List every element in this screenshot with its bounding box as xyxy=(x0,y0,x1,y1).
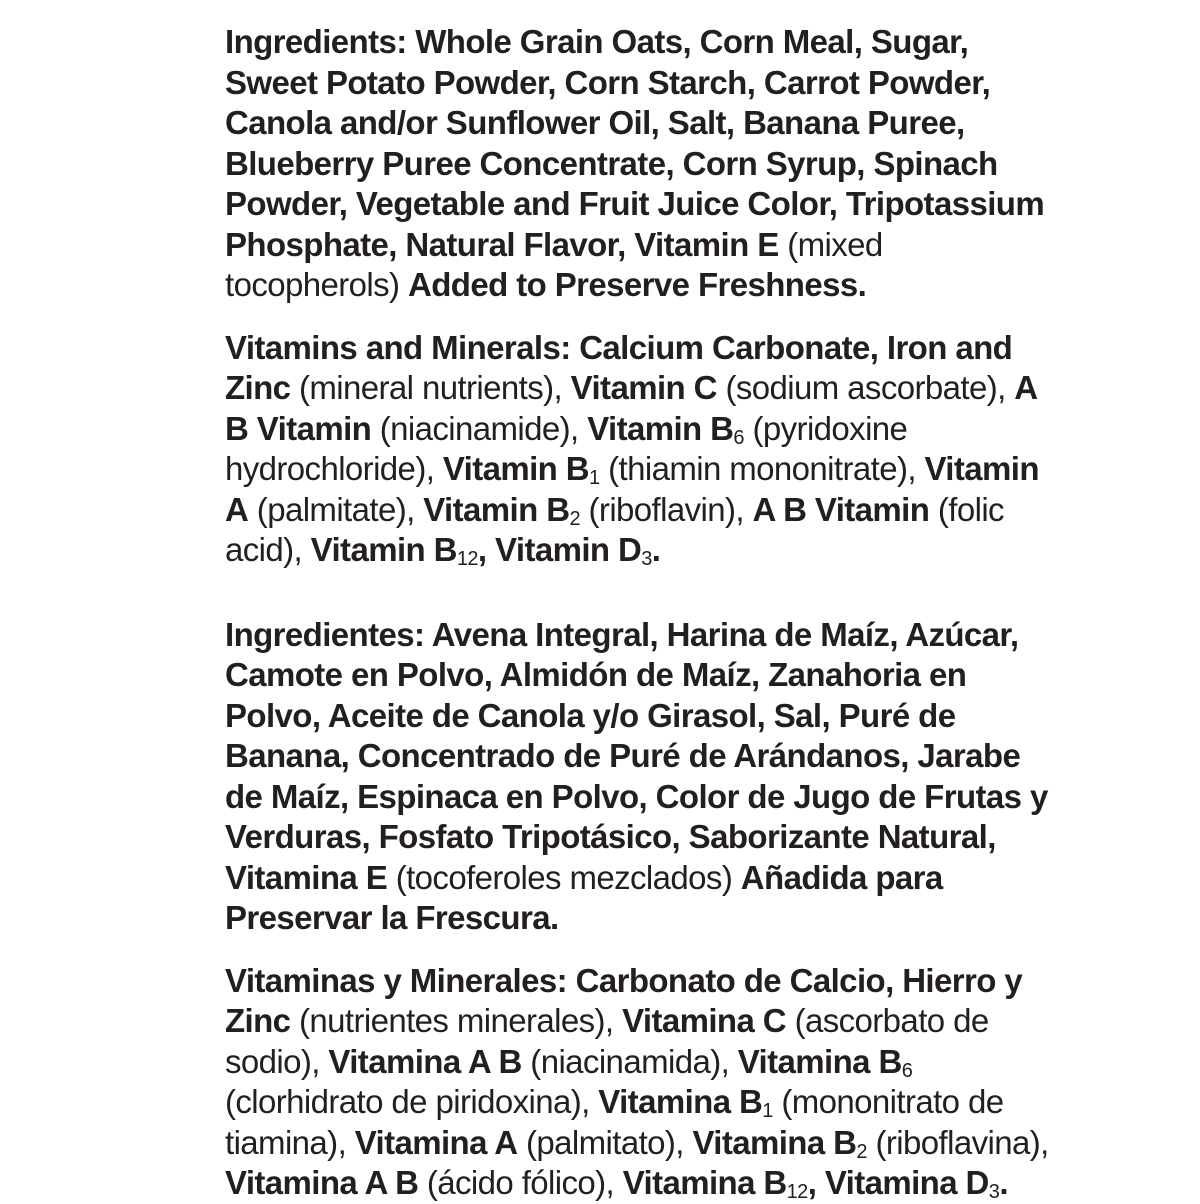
bold-text-run: Zinc xyxy=(225,369,291,406)
bold-text-run: Preservar la Frescura. xyxy=(225,899,559,936)
regular-text-run: (ácido fólico), xyxy=(418,1164,623,1201)
vitamins-minerals-spanish xyxy=(225,961,1049,1204)
bold-text-run: Vitamina A B xyxy=(328,1042,522,1080)
bold-text-run: Vitamin C xyxy=(570,369,717,406)
regular-text-run: (sodium ascorbate), xyxy=(716,369,1015,406)
text-line xyxy=(225,449,1039,490)
bold-text-run: Verduras, Fosfato Tripotásico, Saborizante Natural, xyxy=(225,818,996,855)
vitamins-minerals-english xyxy=(225,328,1039,571)
bold-text-run: Vitamin B xyxy=(442,450,590,487)
regular-text-run: (pyridoxine xyxy=(743,409,908,447)
bold-text-run: Vitamina B xyxy=(622,1164,787,1201)
bold-text-run: Vitamins and Minerals: Calcium Carbonate, Iron and xyxy=(225,328,1013,366)
regular-text-run: (mineral nutrients), xyxy=(290,369,571,406)
text-line xyxy=(225,490,1015,531)
ingredients-spanish xyxy=(225,615,1048,939)
bold-text-run: Vitamin B xyxy=(310,531,457,568)
text-line xyxy=(225,961,1023,1002)
bold-text-run: . xyxy=(651,531,661,568)
regular-text-run: (clorhidrato de piridoxina), xyxy=(225,1083,599,1120)
bold-text-run: Phosphate, Natural Flavor, Vitamin E xyxy=(225,225,779,263)
regular-text-run: (nutrientes minerales), xyxy=(290,1002,623,1039)
subscript-run: 6 xyxy=(733,426,744,449)
bold-text-run: A xyxy=(225,490,249,528)
bold-text-run: A xyxy=(1014,369,1038,406)
bold-text-run: . xyxy=(999,1164,1008,1201)
bold-text-run: A B Vitamin xyxy=(752,490,930,528)
bold-text-run: Vitamin B xyxy=(423,490,570,528)
text-line xyxy=(225,858,1015,899)
bold-text-run: , Vitamin D xyxy=(477,531,642,568)
text-line xyxy=(225,328,1015,369)
bold-text-run: Vitamin B xyxy=(587,409,734,447)
text-line xyxy=(225,184,1045,225)
bold-text-run: Canola and/or Sunflower Oil, Salt, Banana Puree, xyxy=(225,104,965,141)
subscript-run: 6 xyxy=(901,1059,913,1082)
regular-text-run: (folic xyxy=(929,490,1004,528)
text-line xyxy=(225,409,1015,450)
bold-text-run: Ingredientes: Avena Integral, Harina de Maíz, Azúcar, xyxy=(225,615,1019,653)
regular-text-run: acid), xyxy=(225,531,311,568)
text-line xyxy=(225,1082,1015,1123)
text-line xyxy=(225,1042,1015,1083)
text-line xyxy=(225,530,1015,571)
regular-text-run: (palmitato), xyxy=(517,1123,693,1161)
bold-text-run: Vitamina A xyxy=(354,1123,518,1161)
bold-text-run: Vitamina C xyxy=(622,1002,787,1039)
text-line xyxy=(225,265,1015,306)
bold-text-run: Added to Preserve Freshness. xyxy=(407,266,867,303)
regular-text-run: (riboflavina), xyxy=(866,1123,1049,1161)
regular-text-run: tocopherols) xyxy=(225,266,408,303)
subscript-run: 1 xyxy=(762,1100,773,1122)
bold-text-run: Vitamina E xyxy=(225,858,388,896)
bold-text-run: Polvo, Aceite de Canola y/o Girasol, Sal, Puré de xyxy=(225,696,956,734)
bold-text-run: Sweet Potato Powder, Corn Starch, Carrot Powder, xyxy=(225,63,991,101)
text-line xyxy=(225,615,1019,656)
regular-text-run: (tocoferoles mezclados) xyxy=(387,858,741,896)
bold-text-run: B Vitamin xyxy=(225,409,372,447)
regular-text-run: (mononitrato de xyxy=(772,1083,1004,1120)
bold-text-run: Vitamina B xyxy=(737,1042,902,1080)
text-line xyxy=(225,22,1015,63)
subscript-run: 3 xyxy=(641,548,652,570)
text-line xyxy=(225,368,1038,409)
subscript-run: 2 xyxy=(569,507,580,530)
bold-text-run: Vitamina B xyxy=(692,1123,857,1161)
bold-text-run: , Vitamina D xyxy=(807,1164,989,1201)
text-line xyxy=(225,103,1015,144)
text-line xyxy=(225,1001,1015,1042)
text-line xyxy=(225,898,1015,939)
regular-text-run: (riboflavin), xyxy=(579,490,753,528)
bold-text-run: Vitamina A B xyxy=(225,1164,419,1201)
ingredients-english xyxy=(225,22,1045,306)
subscript-run: 1 xyxy=(589,467,600,489)
text-line xyxy=(225,655,1015,696)
regular-text-run: (palmitate), xyxy=(248,490,424,528)
subscript-run: 12 xyxy=(456,548,478,570)
bold-text-run: Blueberry Puree Concentrate, Corn Syrup, Spinach xyxy=(225,144,998,182)
subscript-run: 3 xyxy=(988,1181,1000,1203)
regular-text-run: (niacinamida), xyxy=(521,1042,738,1080)
text-line xyxy=(225,1163,1015,1204)
bold-text-run: Vitamin xyxy=(924,450,1039,487)
text-line xyxy=(225,225,1015,266)
regular-text-run: (ascorbato de xyxy=(786,1002,989,1039)
text-line xyxy=(225,63,1015,104)
text-line xyxy=(225,144,1015,185)
bold-text-run: Powder, Vegetable and Fruit Juice Color, Tripotassium xyxy=(225,185,1045,222)
bold-text-run: Vitaminas y Minerales: Carbonato de Calcio, Hierro y xyxy=(225,961,1023,999)
subscript-run: 2 xyxy=(856,1140,867,1163)
text-line xyxy=(225,777,1048,818)
regular-text-run: (niacinamide), xyxy=(371,409,588,447)
regular-text-run: (thiamin mononitrate), xyxy=(599,450,925,487)
regular-text-run: sodio), xyxy=(225,1042,329,1080)
bold-text-run: Vitamina B xyxy=(598,1083,763,1120)
regular-text-run: (mixed xyxy=(778,225,883,263)
text-line xyxy=(225,736,1021,777)
bold-text-run: Ingredients: Whole Grain Oats, Corn Meal, Sugar, xyxy=(225,23,969,60)
bold-text-run: Añadida para xyxy=(740,858,943,896)
bold-text-run: Banana, Concentrado de Puré de Arándanos, Jarabe xyxy=(225,737,1021,774)
regular-text-run: tiamina), xyxy=(225,1123,355,1161)
text-line xyxy=(225,696,1015,737)
subscript-run: 12 xyxy=(786,1181,808,1203)
bold-text-run: Camote en Polvo, Almidón de Maíz, Zanahoria en xyxy=(225,656,967,693)
bold-text-run: de Maíz, Espinaca en Polvo, Color de Jugo de Frutas y xyxy=(225,777,1048,815)
regular-text-run: hydrochloride), xyxy=(225,450,443,487)
text-line xyxy=(225,1123,1049,1164)
ingredient-label-panel xyxy=(225,22,1049,1204)
bold-text-run: Zinc xyxy=(225,1002,291,1039)
text-line xyxy=(225,817,1015,858)
